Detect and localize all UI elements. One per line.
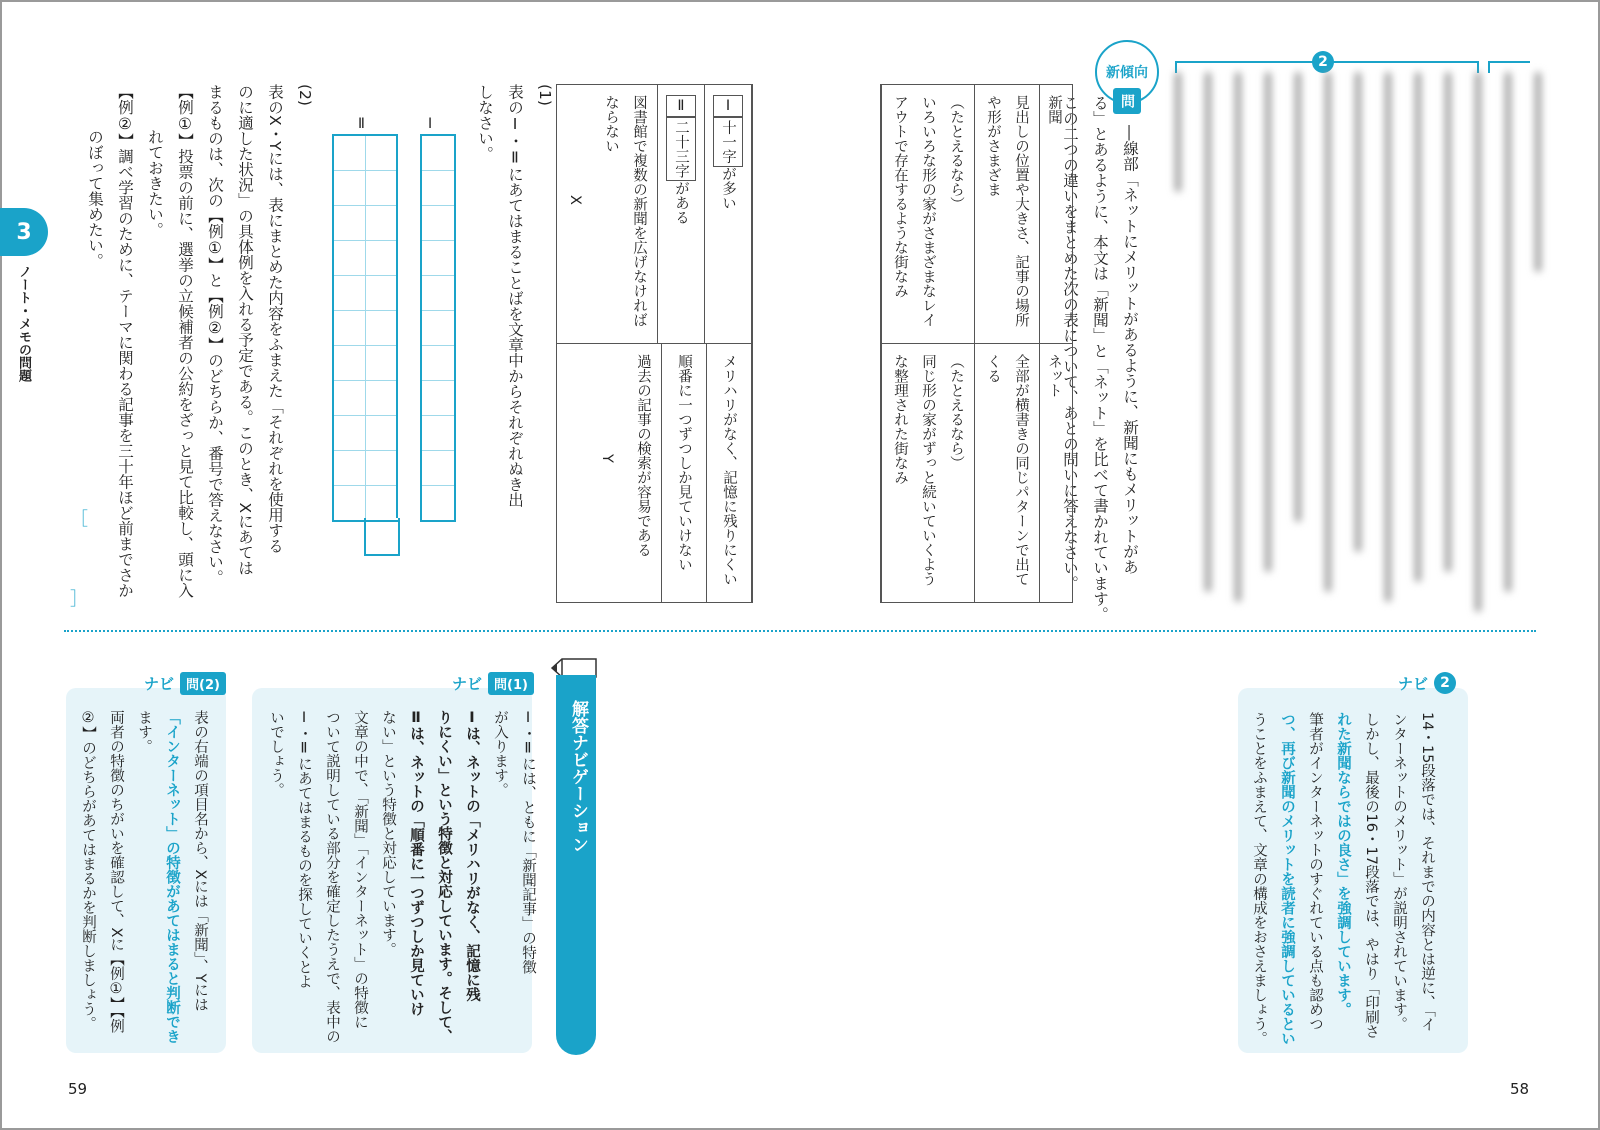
question-1-line: 表のⅠ・Ⅱにあてはまることばを文章中からそれぞれぬき出	[506, 84, 524, 508]
page-number-right: 58	[1510, 1080, 1530, 1098]
navi-line: 14・15段落では、それまでの内容とは逆に、「イ	[1419, 712, 1435, 1032]
navi-line: いでしょう。	[268, 710, 284, 797]
navi-line: つ、再び新聞のメリットを読者に強調しているとい	[1279, 712, 1295, 1046]
navi-line: Ⅰ・Ⅱにあてはまるものを探していくとよ	[296, 710, 312, 989]
navi-text-q1	[262, 710, 542, 1044]
page-number-left: 59	[68, 1080, 88, 1098]
answer-grid-1[interactable]	[420, 134, 456, 522]
navi-line: 「インターネット」の特徴があてはまると判断でき	[164, 710, 180, 1044]
y-cell-2: 順番に一つずつしか見ていけない	[662, 344, 707, 602]
net-analogy: （たとえるなら） 同じ形の家がずっと続いていくよう な整理された街なみ	[881, 344, 975, 602]
banner-title: 解答ナビゲーション	[568, 700, 588, 853]
navi-line: ます。	[136, 710, 152, 754]
section-number-badge: 2	[1312, 51, 1334, 73]
net-feature: 全部が横書きの同じパターンで出て くる	[985, 354, 1029, 586]
answer-bracket-open: ［	[70, 509, 88, 530]
navi-line: しかし、最後の16・17段落では、やはり「印刷さ	[1363, 712, 1379, 1039]
navi-line: 表の右端の項目名から、Xには「新聞」、Yには	[192, 710, 208, 1012]
x-cell-3: 図書館で複数の新聞を広げなければ ならない	[593, 85, 658, 343]
x-cell-1: Ⅰ十一字が多い	[705, 85, 752, 343]
navi-tag: ナビ	[452, 675, 483, 693]
question-2	[80, 84, 320, 604]
newspaper-analogy: （たとえるなら） いろいろな形の家がさまざまなレイ アウトで存在するような街なみ	[881, 85, 975, 343]
navi-line: ②】のどちらがあてはまるかを判断しましょう。	[80, 710, 96, 1031]
answer-grid-2-top[interactable]	[332, 134, 398, 522]
col-header-newspaper: 新聞	[1039, 85, 1072, 343]
example-2: 【例②】調べ学習のために、テーマに関わる記事を三十年ほど前までさか	[116, 84, 134, 598]
question-1-label: (1)	[536, 84, 554, 106]
question-2-line: 表のX・Yには、表にまとめた内容をふまえた「それぞれを使用する	[266, 84, 284, 554]
y-cell-1: メリハリがなく、記憶に残りにくい	[707, 344, 752, 602]
navi-question-tag: 問(2)	[180, 672, 226, 695]
example-1-cont: れておきたい。	[146, 129, 164, 238]
answer-grid-2-edge	[396, 134, 398, 518]
navi-text-2	[1245, 712, 1441, 1046]
chapter-tab: 3	[0, 208, 48, 256]
x-cell-2: Ⅱ二十三字がある	[658, 85, 705, 343]
navi-line: Ⅱは、ネットの「順番に一つずつしか見ていけ	[408, 710, 424, 1016]
grid-label-1: Ⅰ	[428, 116, 433, 132]
question-line: ―線部「ネットにメリットがあるように、新聞にもメリットがあ	[1121, 125, 1139, 575]
answer-bracket-close: ］	[70, 589, 88, 610]
grid-label-2: Ⅱ	[358, 116, 365, 132]
xy-table	[556, 84, 753, 603]
navi-line: 筆者がインターネットのすぐれている点も認めつ	[1307, 712, 1323, 1031]
question-2-line: のに適した状況」の具体例を入れる予定である。このとき、Xにあては	[236, 84, 254, 576]
example-1: 【例①】投票の前に、選挙の立候補者の公約をざっと見て比較し、頭に入	[176, 84, 194, 598]
navi-line: 文章の中で、「新聞」「インターネット」の特徴に	[352, 710, 368, 1029]
navi-line: りにくい」という特徴と対応しています。そして、	[436, 710, 452, 1044]
navi-line: 両者の特徴のちがいを確認して、Xに【例①】【例	[108, 710, 124, 1034]
navi-text-q2	[74, 710, 214, 1044]
navi-header-q2	[144, 672, 226, 695]
chapter-label: ノート・メモの問題	[16, 265, 31, 382]
navi-tag: ナビ	[1398, 674, 1429, 693]
navi-number: 2	[1434, 672, 1456, 694]
navi-header-2	[1398, 672, 1456, 694]
question-1-line: しなさい。	[476, 84, 494, 162]
newspaper-feature: 見出しの位置や大きさ、記事の場所 や形がさまざま	[985, 95, 1029, 327]
question-line: る」とあるように、本文は「新聞」と「ネット」を比べて書かれています。	[1091, 95, 1109, 622]
question-label: 問	[1113, 88, 1141, 114]
navi-question-tag: 問(1)	[488, 672, 534, 695]
navi-line: Ⅰ・Ⅱには、ともに「新聞記事」の特徴	[520, 710, 536, 974]
navi-line: ついて説明している部分を確定したうえで、表中の	[324, 710, 340, 1044]
navi-line: れた新聞ならではの良さ」を強調しています。	[1335, 712, 1351, 1017]
new-trend-badge: 新傾向	[1095, 40, 1159, 104]
y-cell-3: 過去の記事の検索が容易である	[625, 344, 662, 602]
navi-line: ンターネットのメリット」が説明されています。	[1391, 712, 1407, 1031]
question-line: この二つの違いをまとめた次の表について、あとの問いに答えなさい。	[1061, 95, 1079, 591]
navi-header-q1	[452, 672, 534, 695]
comparison-table	[880, 84, 1073, 603]
example-2-cont: のぼって集めたい。	[86, 129, 104, 269]
row-header-y: Y	[599, 454, 615, 463]
navi-tag: ナビ	[144, 675, 175, 693]
question-1	[470, 84, 560, 604]
article-text-blurred	[1165, 72, 1545, 632]
navi-line: Ⅰは、ネットの「メリハリがなく、記憶に残	[464, 710, 480, 1002]
question-2-line: まるものは、次の【例①】と【例②】のどちらか、番号で答えなさい。	[206, 84, 224, 585]
question-2-label: (2)	[296, 84, 314, 106]
col-header-net: ネット	[1039, 344, 1072, 602]
row-header-x: X	[567, 195, 583, 205]
navi-line: うことをふまえて、文章の構成をおさえましょう。	[1251, 712, 1267, 1046]
navi-line: ない」という特徴と対応しています。	[380, 710, 396, 957]
answer-grid-2-tail[interactable]	[364, 518, 400, 556]
navi-line: が入ります。	[492, 710, 508, 797]
section-divider	[64, 630, 1536, 632]
